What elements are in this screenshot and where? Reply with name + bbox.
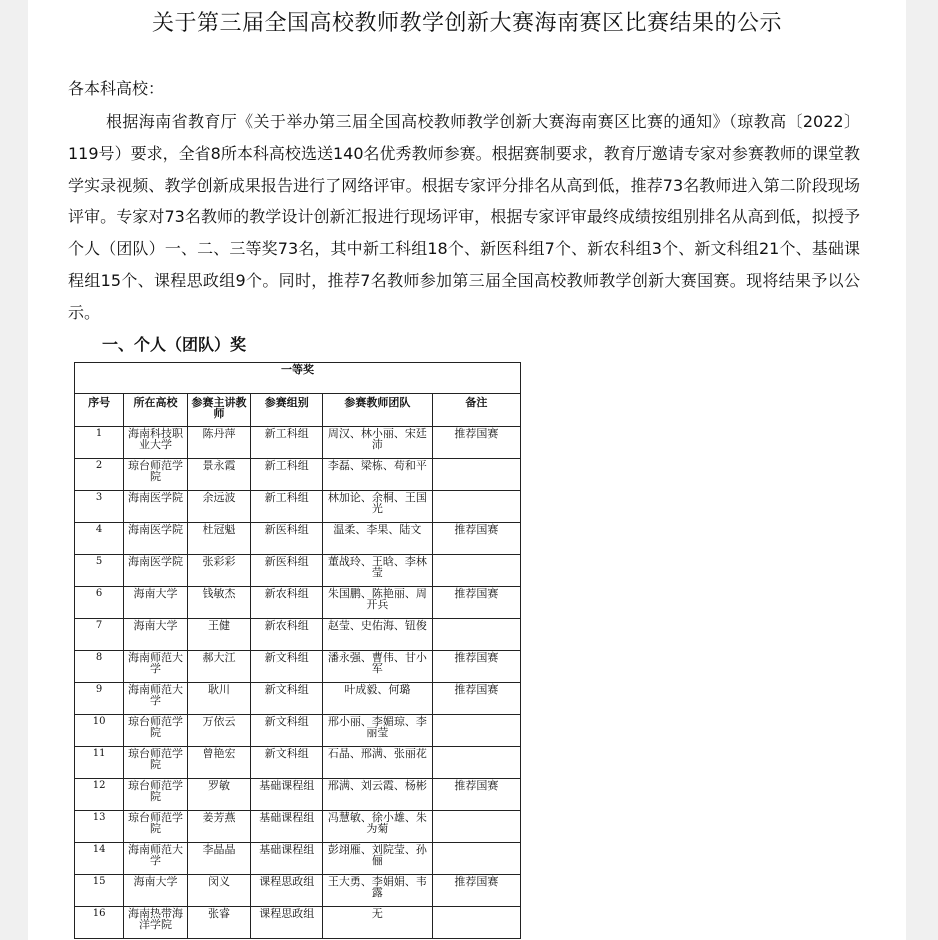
cell-school: 海南医学院 (124, 523, 188, 555)
cell-teacher: 钱敏杰 (187, 587, 251, 619)
cell-teacher: 余远波 (187, 491, 251, 523)
table-row (75, 459, 521, 491)
header-index: 序号 (75, 394, 124, 427)
document-page (28, 0, 906, 940)
header-school: 所在高校 (124, 394, 188, 427)
body-paragraph: 根据海南省教育厅《关于举办第三届全国高校教师教学创新大赛海南赛区比赛的通知》（琼教高〔2022〕119号）要求，全省8所本科高校选送140名优秀教师参赛。根据赛制要求，教育厅邀请专家对参赛教师的课堂教学实录视频、教学创新成果报告进行了网络评审。根据专家评分排名从高到低，推荐73名教师进入第二阶段现场评审。专家对73名教师的教学设计创新汇报进行现场评审，根据专家评审最终成绩按组别排名从高到低，拟授予个人（团队）一、二、三等奖73名，其中新工科组18个、新医科组7个、新农科组3个、新文科组21个、基础课程组15个、课程思政组9个。同时，推荐7名教师参加第三届全国高校教师教学创新大赛国赛。现将结果予以公示。 (68, 112, 860, 322)
cell-team: 叶成毅、何璐 (323, 683, 433, 715)
cell-team: 温柔、李果、陆文 (323, 523, 433, 555)
cell-remark (432, 491, 520, 523)
cell-teacher: 张彩彩 (187, 555, 251, 587)
table-header-row (75, 394, 521, 427)
cell-remark (432, 619, 520, 651)
cell-index: 11 (75, 747, 124, 779)
cell-team: 彭翊雁、刘院莹、孙俪 (323, 843, 433, 875)
award-table (74, 362, 521, 939)
cell-team: 潘永强、曹伟、甘小军 (323, 651, 433, 683)
cell-index: 14 (75, 843, 124, 875)
table-row (75, 587, 521, 619)
cell-index: 7 (75, 619, 124, 651)
cell-teacher: 张睿 (187, 907, 251, 939)
cell-index: 15 (75, 875, 124, 907)
cell-group: 新文科组 (251, 715, 323, 747)
cell-team: 赵莹、史佑海、钮俊 (323, 619, 433, 651)
table-row (75, 907, 521, 939)
cell-school: 海南热带海洋学院 (124, 907, 188, 939)
cell-index: 1 (75, 427, 124, 459)
cell-group: 基础课程组 (251, 811, 323, 843)
table-row (75, 555, 521, 587)
cell-teacher: 杜冠魁 (187, 523, 251, 555)
table-row (75, 619, 521, 651)
cell-group: 新工科组 (251, 427, 323, 459)
cell-team: 林加论、余桐、王国光 (323, 491, 433, 523)
cell-teacher: 罗敏 (187, 779, 251, 811)
cell-index: 12 (75, 779, 124, 811)
cell-index: 5 (75, 555, 124, 587)
cell-team: 周汉、林小丽、宋廷沛 (323, 427, 433, 459)
cell-remark (432, 715, 520, 747)
cell-school: 琼台师范学院 (124, 811, 188, 843)
cell-team: 石晶、邢满、张丽花 (323, 747, 433, 779)
cell-group: 新文科组 (251, 683, 323, 715)
cell-school: 海南师范大学 (124, 651, 188, 683)
cell-school: 琼台师范学院 (124, 747, 188, 779)
cell-group: 新医科组 (251, 555, 323, 587)
cell-team: 无 (323, 907, 433, 939)
cell-teacher: 景永霞 (187, 459, 251, 491)
cell-team: 邢满、刘云霞、杨彬 (323, 779, 433, 811)
cell-remark: 推荐国赛 (432, 523, 520, 555)
cell-team: 董战玲、王晗、李林莹 (323, 555, 433, 587)
cell-remark (432, 843, 520, 875)
cell-school: 海南医学院 (124, 555, 188, 587)
table-row (75, 747, 521, 779)
cell-index: 10 (75, 715, 124, 747)
cell-group: 新农科组 (251, 619, 323, 651)
table-row (75, 779, 521, 811)
salutation: 各本科高校： (68, 79, 165, 98)
cell-group: 新农科组 (251, 587, 323, 619)
cell-remark: 推荐国赛 (432, 587, 520, 619)
cell-school: 琼台师范学院 (124, 459, 188, 491)
cell-remark: 推荐国赛 (432, 779, 520, 811)
cell-remark (432, 907, 520, 939)
cell-school: 海南大学 (124, 875, 188, 907)
cell-school: 海南大学 (124, 619, 188, 651)
cell-remark: 推荐国赛 (432, 875, 520, 907)
cell-group: 新医科组 (251, 523, 323, 555)
cell-team: 邢小丽、李媚琼、李丽莹 (323, 715, 433, 747)
header-group: 参赛组别 (251, 394, 323, 427)
cell-teacher: 李晶晶 (187, 843, 251, 875)
cell-school: 海南医学院 (124, 491, 188, 523)
cell-group: 课程思政组 (251, 875, 323, 907)
cell-school: 琼台师范学院 (124, 715, 188, 747)
cell-index: 4 (75, 523, 124, 555)
cell-teacher: 耿川 (187, 683, 251, 715)
cell-index: 6 (75, 587, 124, 619)
cell-group: 基础课程组 (251, 779, 323, 811)
cell-teacher: 陈丹萍 (187, 427, 251, 459)
table-row (75, 683, 521, 715)
cell-teacher: 万依云 (187, 715, 251, 747)
table-row (75, 843, 521, 875)
section-heading: 一、个人（团队）奖 (102, 335, 247, 354)
cell-team: 朱国鹏、陈艳丽、周开兵 (323, 587, 433, 619)
header-team: 参赛教师团队 (323, 394, 433, 427)
cell-remark (432, 459, 520, 491)
cell-teacher: 郝大江 (187, 651, 251, 683)
table-row (75, 491, 521, 523)
cell-index: 9 (75, 683, 124, 715)
cell-school: 琼台师范学院 (124, 779, 188, 811)
table-row (75, 651, 521, 683)
cell-remark: 推荐国赛 (432, 651, 520, 683)
cell-index: 3 (75, 491, 124, 523)
cell-team: 冯慧敏、徐小雄、朱为菊 (323, 811, 433, 843)
table-row (75, 715, 521, 747)
cell-team: 王大勇、李娟娟、韦露 (323, 875, 433, 907)
cell-teacher: 曾艳宏 (187, 747, 251, 779)
table-caption: 一等奖 (75, 363, 521, 394)
cell-index: 2 (75, 459, 124, 491)
cell-teacher: 姜芳燕 (187, 811, 251, 843)
cell-remark: 推荐国赛 (432, 683, 520, 715)
cell-school: 海南科技职业大学 (124, 427, 188, 459)
cell-remark: 推荐国赛 (432, 427, 520, 459)
document-title: 关于第三届全国高校教师教学创新大赛海南赛区比赛结果的公示 (151, 11, 782, 36)
header-teacher: 参赛主讲教师 (187, 394, 251, 427)
cell-group: 新文科组 (251, 651, 323, 683)
cell-group: 课程思政组 (251, 907, 323, 939)
cell-index: 16 (75, 907, 124, 939)
table-row (75, 427, 521, 459)
table-row (75, 811, 521, 843)
cell-index: 13 (75, 811, 124, 843)
cell-school: 海南师范大学 (124, 683, 188, 715)
cell-school: 海南师范大学 (124, 843, 188, 875)
cell-group: 新工科组 (251, 459, 323, 491)
cell-teacher: 王健 (187, 619, 251, 651)
cell-group: 基础课程组 (251, 843, 323, 875)
cell-school: 海南大学 (124, 587, 188, 619)
table-row (75, 875, 521, 907)
cell-remark (432, 747, 520, 779)
cell-remark (432, 555, 520, 587)
cell-index: 8 (75, 651, 124, 683)
cell-team: 李磊、梁栋、苟和平 (323, 459, 433, 491)
cell-group: 新文科组 (251, 747, 323, 779)
cell-teacher: 闵义 (187, 875, 251, 907)
cell-group: 新工科组 (251, 491, 323, 523)
table-row (75, 523, 521, 555)
cell-remark (432, 811, 520, 843)
header-remark: 备注 (432, 394, 520, 427)
